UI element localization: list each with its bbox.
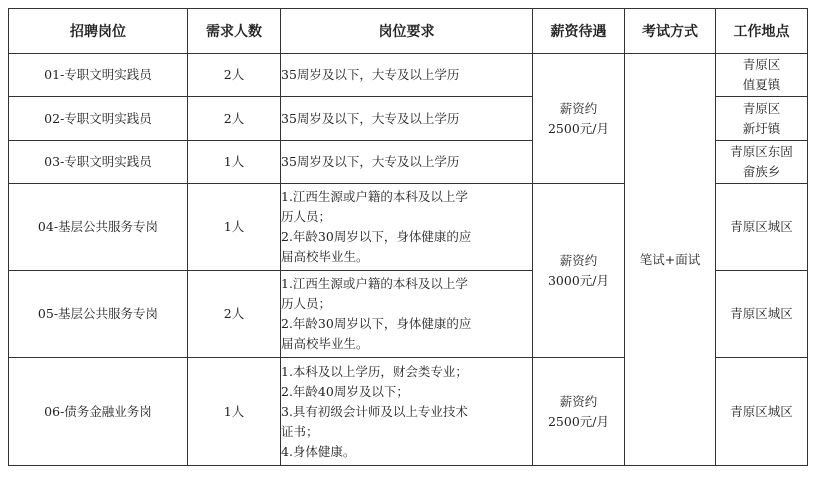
location-cell [716,97,808,141]
requirements-cell [281,184,533,271]
location-line: 青原区 [742,100,781,116]
salary-cell [533,54,625,184]
requirement-line: 1.本科及以上学历，财会类专业； [281,363,468,379]
location-line: 青原区东固 [730,144,793,159]
position-cell: 03-专职文明实践员 [9,141,188,184]
salary-amount: 2500元/月 [547,413,610,429]
requirement-line: 届高校毕业生。 [281,249,369,264]
location-cell [716,358,808,466]
table-row [9,54,808,97]
location-line: 青原区城区 [730,219,793,234]
salary-cell [533,184,625,358]
header-requirements: 岗位要求 [281,9,533,54]
salary-label: 薪资约 [559,100,598,116]
requirements-cell [281,358,533,466]
header-count: 需求人数 [188,9,281,54]
requirements-cell [281,54,533,97]
count-cell: 1人 [188,141,281,184]
header-salary: 薪资待遇 [533,9,625,54]
count-cell: 2人 [188,54,281,97]
position-cell: 01-专职文明实践员 [9,54,188,97]
position-cell: 02-专职文明实践员 [9,97,188,141]
position-cell: 05-基层公共服务专岗 [9,271,188,358]
requirement-line: 2.年龄30周岁以下，身体健康的应 [281,316,472,331]
location-line: 青原区城区 [730,306,793,321]
salary-cell [533,358,625,466]
location-line: 值夏镇 [742,77,781,92]
requirements-cell [281,141,533,184]
requirement-line: 4.身体健康。 [281,443,356,459]
location-cell [716,54,808,97]
requirement-line: 2.年龄40周岁及以下； [281,383,409,399]
header-location: 工作地点 [716,9,808,54]
salary-amount: 3000元/月 [547,272,610,288]
requirement-line: 35周岁及以下，大专及以上学历 [281,154,460,169]
count-cell: 2人 [188,271,281,358]
header-position: 招聘岗位 [9,9,188,54]
requirements-cell [281,271,533,358]
count-cell: 1人 [188,358,281,466]
salary-label: 薪资约 [559,393,598,409]
header-exam: 考试方式 [625,9,716,54]
requirement-line: 3.具有初级会计师及以上专业技术 [281,403,468,419]
position-cell: 04-基层公共服务专岗 [9,184,188,271]
requirement-line: 历人员； [281,296,332,311]
location-cell [716,184,808,271]
position-cell: 06-债务金融业务岗 [9,358,188,466]
requirement-line: 2.年龄30周岁以下，身体健康的应 [281,229,472,244]
requirement-line: 届高校毕业生。 [281,336,369,351]
requirement-line: 35周岁及以下，大专及以上学历 [281,67,460,82]
location-cell [716,271,808,358]
exam-method-cell: 笔试+面试 [625,54,716,466]
requirement-line: 35周岁及以下，大专及以上学历 [281,110,460,126]
location-line: 畲族乡 [742,164,781,179]
count-cell: 2人 [188,97,281,141]
recruitment-table-container [8,8,808,466]
requirement-line: 1.江西生源或户籍的本科及以上学 [281,189,468,204]
recruitment-table [8,8,808,466]
salary-amount: 2500元/月 [547,120,610,136]
requirement-line: 证书； [281,423,319,439]
location-line: 青原区城区 [730,403,793,419]
table-header-row [9,9,808,54]
requirement-line: 历人员； [281,209,332,224]
salary-label: 薪资约 [559,252,598,268]
requirement-line: 1.江西生源或户籍的本科及以上学 [281,276,468,291]
location-cell [716,141,808,184]
location-line: 青原区 [742,57,781,72]
count-cell: 1人 [188,184,281,271]
location-line: 新圩镇 [742,120,781,136]
requirements-cell [281,97,533,141]
